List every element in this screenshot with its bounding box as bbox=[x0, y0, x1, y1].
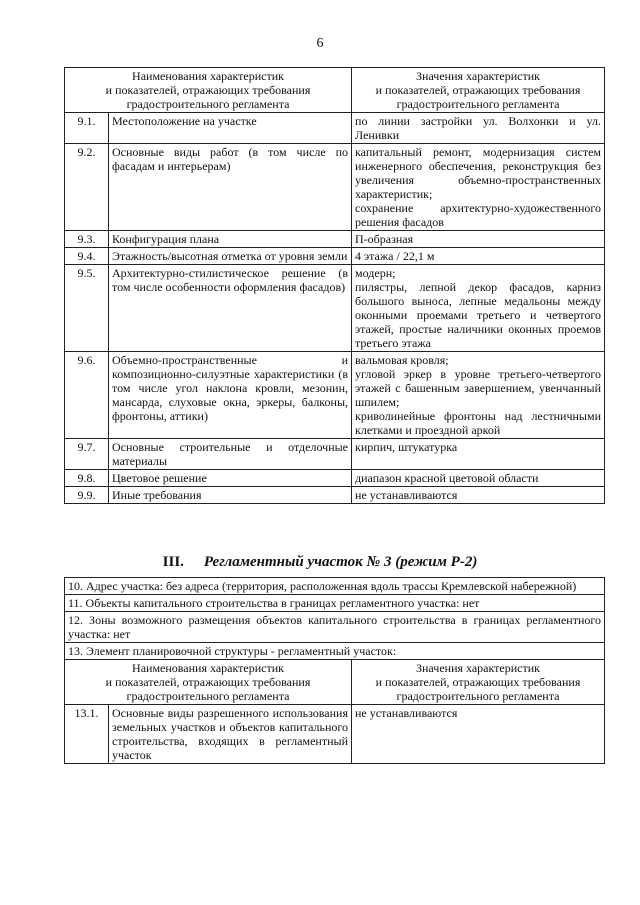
row-name: Основные строительные и отделочные материалы bbox=[109, 439, 352, 470]
value-paragraph: сохранение архитектурно-художественного решения фасадов bbox=[355, 201, 602, 229]
value-paragraph: пилястры, лепной декор фасадов, карниз большого выноса, лепные медальоны между оконными проемами третьего и четвертого этажей, простые наличники оконных проемов третьего этажа bbox=[355, 280, 602, 350]
header-line: Значения характеристик bbox=[416, 661, 540, 675]
value-paragraph: модерн; bbox=[355, 266, 396, 280]
row-name: Иные требования bbox=[109, 487, 352, 504]
table-row bbox=[65, 144, 605, 231]
value-paragraph: П-образная bbox=[355, 232, 414, 246]
row-number: 9.4. bbox=[65, 248, 109, 265]
table-header-row bbox=[65, 660, 605, 705]
header-names bbox=[65, 68, 352, 113]
info-objects: 11. Объекты капитального строительства в границах регламентного участка: нет bbox=[65, 595, 605, 612]
header-line: градостроительного регламента bbox=[396, 689, 560, 703]
row-number: 9.6. bbox=[65, 352, 109, 439]
row-number: 9.5. bbox=[65, 265, 109, 352]
header-line: градостроительного регламента bbox=[396, 97, 560, 111]
row-value bbox=[352, 439, 605, 470]
row-number: 9.9. bbox=[65, 487, 109, 504]
row-number: 13.1. bbox=[65, 705, 109, 764]
row-name: Объемно-пространственные и композиционно-силуэтные характеристики (в том числе угол наклона кровли, мезонин, мансарда, слуховые окна, эркеры, балконы, фронтоны, аттики) bbox=[109, 352, 352, 439]
characteristics-table bbox=[64, 67, 605, 504]
info-row bbox=[65, 595, 605, 612]
row-number: 9.7. bbox=[65, 439, 109, 470]
value-paragraph: кирпич, штукатурка bbox=[355, 440, 458, 454]
row-value bbox=[352, 352, 605, 439]
table-row bbox=[65, 487, 605, 504]
table-row bbox=[65, 248, 605, 265]
info-zones: 12. Зоны возможного размещения объектов капитального строительства в границах регламентного участка: нет bbox=[65, 612, 605, 643]
header-line: Значения характеристик bbox=[416, 69, 540, 83]
section-number: III. bbox=[162, 554, 184, 570]
table-row bbox=[65, 470, 605, 487]
info-row bbox=[65, 612, 605, 643]
table-row bbox=[65, 352, 605, 439]
section-title: Регламентный участок № 3 (режим Р-2) bbox=[203, 554, 478, 570]
row-number: 9.2. bbox=[65, 144, 109, 231]
row-number: 9.1. bbox=[65, 113, 109, 144]
zone-table bbox=[64, 577, 605, 764]
row-value bbox=[352, 248, 605, 265]
header-line: и показателей, отражающих требования bbox=[105, 675, 311, 689]
value-paragraph: угловой эркер в уровне третьего-четвертого этажей с башенным завершением, увенчанный шпилем; bbox=[355, 367, 602, 409]
table-header-row bbox=[65, 68, 605, 113]
row-name: Этажность/высотная отметка от уровня земли bbox=[109, 248, 352, 265]
value-paragraph: капитальный ремонт, модернизация систем инженерного обеспечения, реконструкция без увеличения объемно-пространственных характеристик; bbox=[355, 145, 602, 201]
table-row bbox=[65, 113, 605, 144]
info-row bbox=[65, 643, 605, 660]
row-value bbox=[352, 144, 605, 231]
value-paragraph: криволинейные фронтоны над лестничными клетками и проездной аркой bbox=[355, 409, 602, 437]
header-values bbox=[352, 660, 605, 705]
header-names bbox=[65, 660, 352, 705]
row-name: Основные виды разрешенного использования земельных участков и объектов капитального строительства, входящих в регламентный участок bbox=[109, 705, 352, 764]
row-name: Архитектурно-стилистическое решение (в том числе особенности оформления фасадов) bbox=[109, 265, 352, 352]
header-values bbox=[352, 68, 605, 113]
table-row bbox=[65, 705, 605, 764]
row-name: Местоположение на участке bbox=[109, 113, 352, 144]
value-paragraph: не устанавливаются bbox=[355, 488, 458, 502]
row-name: Конфигурация плана bbox=[109, 231, 352, 248]
table-row bbox=[65, 265, 605, 352]
header-line: и показателей, отражающих требования bbox=[105, 83, 311, 97]
header-line: и показателей, отражающих требования bbox=[375, 675, 581, 689]
value-paragraph: диапазон красной цветовой области bbox=[355, 471, 539, 485]
row-value bbox=[352, 231, 605, 248]
header-line: Наименования характеристик bbox=[132, 661, 284, 675]
row-value bbox=[352, 470, 605, 487]
info-row bbox=[65, 578, 605, 595]
value-paragraph: 4 этажа / 22,1 м bbox=[355, 249, 435, 263]
header-line: Наименования характеристик bbox=[132, 69, 284, 83]
value-paragraph: по линии застройки ул. Волхонки и ул. Ленивки bbox=[355, 114, 602, 142]
row-number: 9.3. bbox=[65, 231, 109, 248]
row-name: Основные виды работ (в том числе по фасадам и интерьерам) bbox=[109, 144, 352, 231]
section-heading bbox=[0, 554, 640, 571]
header-line: и показателей, отражающих требования bbox=[375, 83, 581, 97]
row-number: 9.8. bbox=[65, 470, 109, 487]
row-value bbox=[352, 487, 605, 504]
row-name: Цветовое решение bbox=[109, 470, 352, 487]
value-paragraph: вальмовая кровля; bbox=[355, 353, 449, 367]
header-line: градостроительного регламента bbox=[126, 97, 290, 111]
row-value: не устанавливаются bbox=[352, 705, 605, 764]
info-address: 10. Адрес участка: без адреса (территория, расположенная вдоль трассы Кремлевской набережной) bbox=[65, 578, 605, 595]
table-row bbox=[65, 439, 605, 470]
table-row bbox=[65, 231, 605, 248]
row-value bbox=[352, 265, 605, 352]
info-element: 13. Элемент планировочной структуры - регламентный участок: bbox=[65, 643, 605, 660]
row-value bbox=[352, 113, 605, 144]
header-line: градостроительного регламента bbox=[126, 689, 290, 703]
page-number: 6 bbox=[316, 36, 324, 51]
